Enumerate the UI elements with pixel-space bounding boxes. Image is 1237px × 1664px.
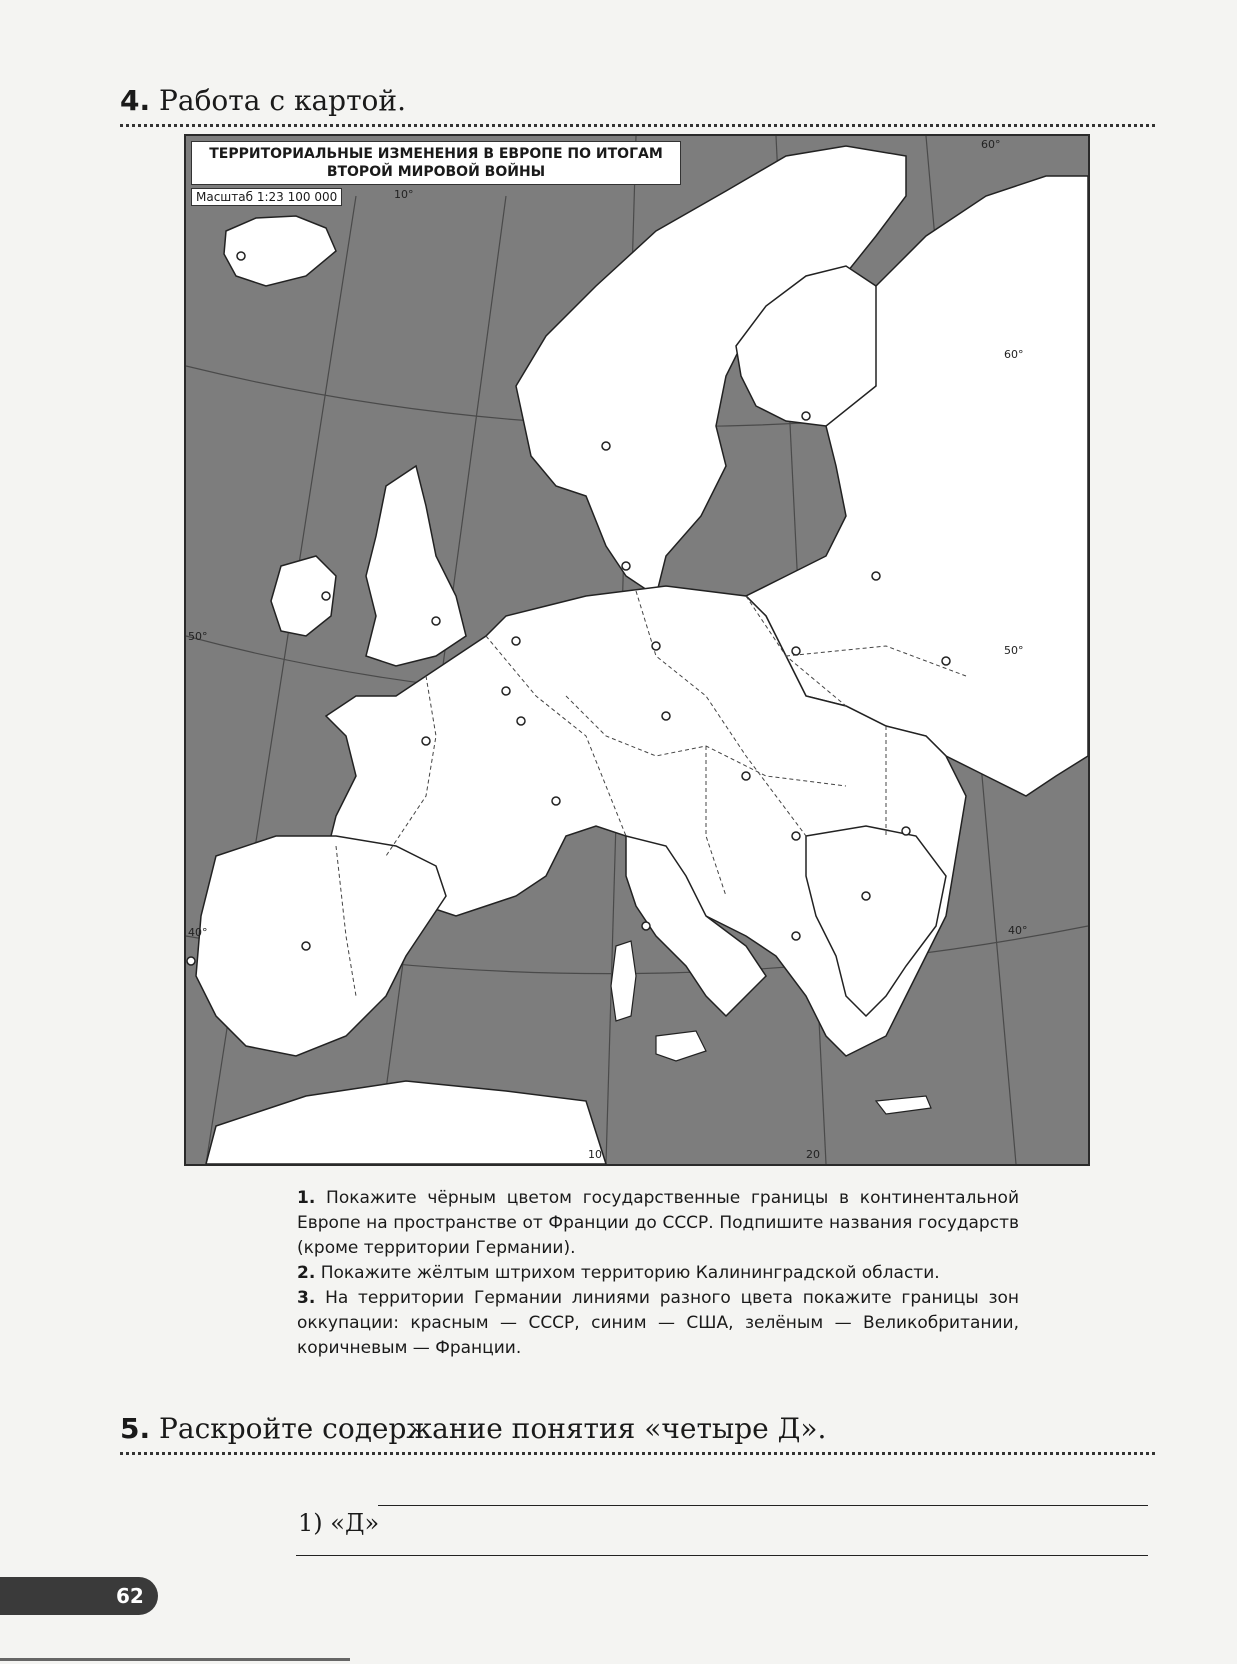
section-5-divider <box>120 1452 1155 1455</box>
degree-label: 60° <box>1004 348 1024 361</box>
europe-map <box>184 134 1090 1166</box>
task-item <box>297 1286 1019 1361</box>
iceland-landmass <box>224 216 336 286</box>
task-text: На территории Германии линиями разного цвета покажите границы зон оккупации: красным — СССР, синим — США, зелёным — Великобритании, коричневым — Франции. <box>297 1288 1020 1358</box>
map-drawing <box>186 136 1088 1164</box>
bottom-rule <box>0 1658 350 1661</box>
task-text: Покажите жёлтым штрихом территорию Калининградской области. <box>320 1263 940 1283</box>
task-number: 1. <box>297 1188 316 1208</box>
section-5-number: 5. <box>120 1412 151 1445</box>
answer-line-2[interactable] <box>296 1555 1148 1556</box>
crete-landmass <box>876 1096 931 1114</box>
answer-label: 1) «Д» <box>298 1509 380 1537</box>
task-item <box>297 1261 1019 1286</box>
section-5-heading <box>120 1412 826 1445</box>
sicily-landmass <box>656 1031 706 1061</box>
task-number: 2. <box>297 1263 316 1283</box>
iberia-landmass <box>196 836 446 1056</box>
task-number: 3. <box>297 1288 316 1308</box>
section-4-number: 4. <box>120 84 151 117</box>
degree-label: 60° <box>981 138 1001 151</box>
answer-line-1[interactable] <box>378 1505 1148 1506</box>
corsica-sardinia-landmass <box>611 941 636 1021</box>
section-4-heading <box>120 84 406 117</box>
map-scale: Масштаб 1:23 100 000 <box>191 188 342 206</box>
degree-label: 50° <box>188 630 208 643</box>
degree-label: 10 <box>588 1148 602 1161</box>
task-text: Покажите чёрным цветом государственные границы в континентальной Европе на пространстве от Франции до СССР. Подпишите названия государств (кроме территории Германии). <box>297 1188 1019 1258</box>
degree-label: 40° <box>1008 924 1028 937</box>
degree-label: 50° <box>1004 644 1024 657</box>
section-4-title: Работа с картой. <box>159 84 406 117</box>
north-africa-landmass <box>206 1081 606 1164</box>
section-4-divider <box>120 124 1155 127</box>
degree-label: 20 <box>806 1148 820 1161</box>
task-item <box>297 1186 1019 1261</box>
page-number: 62 <box>116 1584 144 1608</box>
section-5-title: Раскройте содержание понятия «четыре Д». <box>159 1412 827 1445</box>
task-list <box>297 1186 1019 1361</box>
map-title: ТЕРРИТОРИАЛЬНЫЕ ИЗМЕНЕНИЯ В ЕВРОПЕ ПО ИТОГАМ ВТОРОЙ МИРОВОЙ ВОЙНЫ <box>191 141 681 185</box>
great-britain-landmass <box>366 466 466 666</box>
degree-label: 40° <box>188 926 208 939</box>
degree-label: 10° <box>394 188 414 201</box>
